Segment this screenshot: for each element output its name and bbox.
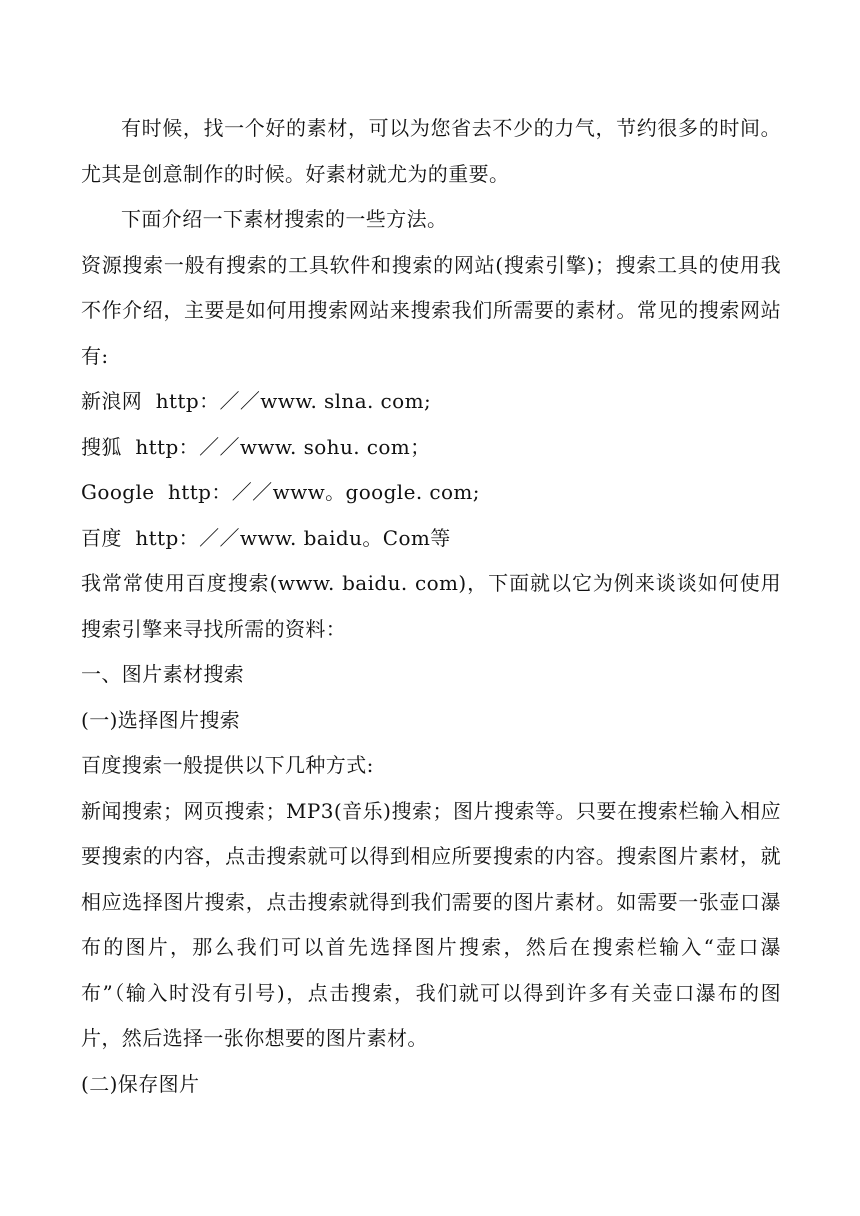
intro-methods-paragraph: 下面介绍一下素材搜索的一些方法。 xyxy=(121,207,448,231)
subsection-heading-save-image: (二)保存图片 xyxy=(81,1071,200,1096)
intro-paragraph: 有时候，找一个好的素材，可以为您省去不少的力气，节约很多的时间。尤其是创意制作的时候。好素材就尤为的重要。 xyxy=(81,116,781,186)
baidu-usage-paragraph: 我常常使用百度搜索(www. baidu. com)，下面就以它为例来谈谈如何使用搜索引擎来寻找所需的资料： xyxy=(81,571,781,641)
section-heading-image-search: 一、图片素材搜索 xyxy=(81,662,245,686)
search-sites-intro-paragraph: 资源搜索一般有搜索的工具软件和搜索的网站(搜索引擎)；搜索工具的使用我不作介绍，主要是如何用搜索网站来搜索我们所需要的素材。常见的搜索网站有: xyxy=(81,252,781,368)
site-entry-baidu: 百度 http：／／www. baidu。Com等 xyxy=(81,525,451,550)
site-entry-sina: 新浪网 http：／／www. slna. com; xyxy=(81,389,432,413)
site-entry-sohu: 搜狐 http：／／www. sohu. com； xyxy=(81,434,431,459)
site-entry-google: Google http：／／www。google. com; xyxy=(81,480,480,504)
subsection-heading-choose-image-search: (一)选择图片搜索 xyxy=(81,707,241,732)
search-howto-paragraph: 新闻搜索；网页搜索；MP3(音乐)搜索；图片搜索等。只要在搜索栏输入相应要搜索的内容，点击搜索就可以得到相应所要搜索的内容。搜索图片素材，就相应选择图片搜索，点击搜索就得到我们需要的图片素材。如需要一张壶口瀑布的图片，那么我们可以首先选择图片搜索，然后在搜索栏输入“壶口瀑布”（输入时没有引号)，点击搜索，我们就可以得到许多有关壶口瀑布的图片，然后选择一张你想要的图片素材。 xyxy=(81,798,781,1050)
document-body xyxy=(81,106,781,1107)
baidu-modes-paragraph: 百度搜索一般提供以下几种方式: xyxy=(81,753,374,777)
